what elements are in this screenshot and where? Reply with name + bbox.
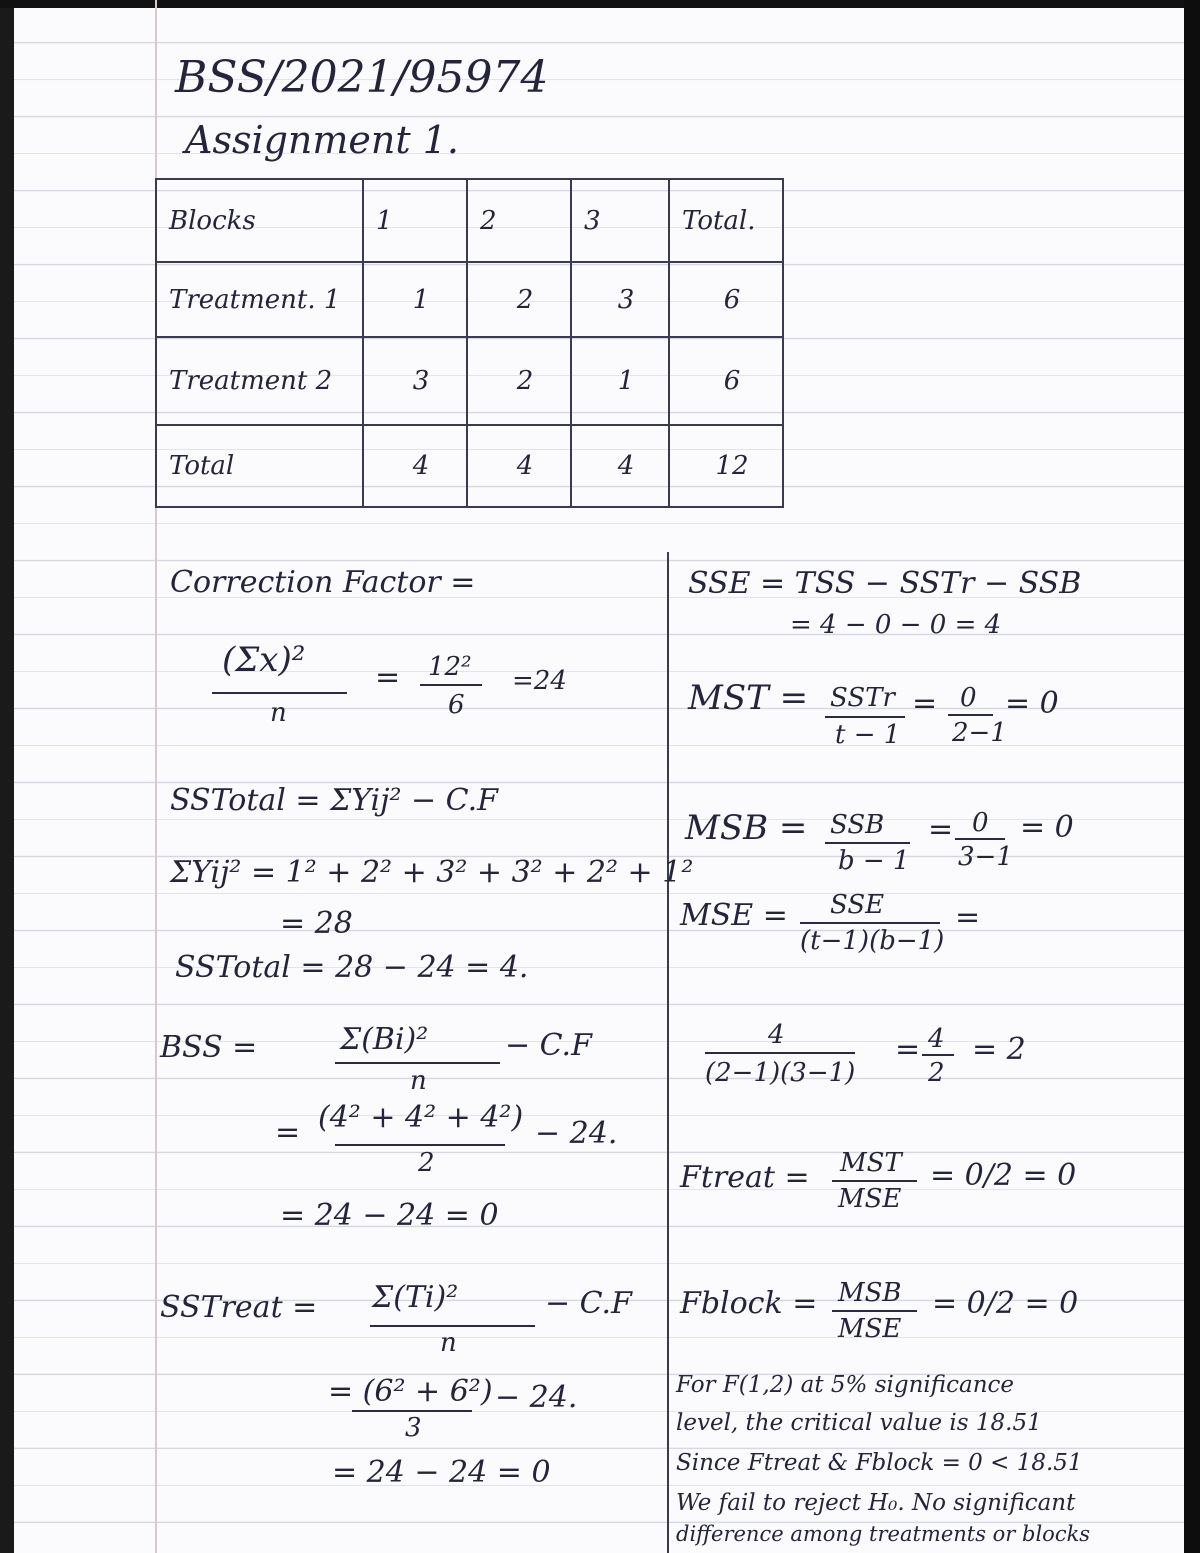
ftreat-denominator: MSE <box>838 1184 902 1214</box>
cf-result: =24 <box>512 666 567 696</box>
cf-fraction-bar <box>212 692 347 694</box>
mse-denominator: (t−1)(b−1) <box>800 926 945 956</box>
fblock-result: = 0/2 = 0 <box>932 1286 1079 1321</box>
assignment-title: Assignment 1. <box>185 118 459 162</box>
mst-equals-2: = <box>912 686 938 721</box>
mst-denominator-2: 2−1 <box>952 718 1007 748</box>
mse-step-numerator: 4 <box>768 1020 785 1050</box>
mse-fraction-bar <box>800 922 940 924</box>
mse-equals: = <box>955 900 981 935</box>
mse-step-denominator: (2−1)(3−1) <box>705 1058 856 1088</box>
msb-numerator-2: 0 <box>972 808 989 838</box>
cf-value-fraction-bar <box>420 684 482 686</box>
table-cell: 3 <box>363 337 467 425</box>
ftreat-label: Ftreat = <box>680 1160 810 1195</box>
sstreat-result: = 24 − 24 = 0 <box>332 1455 551 1490</box>
conclusion-line-1: For F(1,2) at 5% significance <box>676 1372 1015 1398</box>
conclusion-line-4: We fail to reject H₀. No significant <box>676 1490 1076 1516</box>
ftreat-numerator: MST <box>840 1148 902 1178</box>
mse-step-equals: = <box>895 1032 921 1067</box>
mse-step-fraction-bar-2 <box>922 1054 954 1056</box>
table-cell: 1 <box>363 262 467 337</box>
msb-fraction-bar-2 <box>955 838 1005 840</box>
msb-result: = 0 <box>1020 810 1074 845</box>
sum-of-squares-result: = 28 <box>280 906 353 941</box>
cf-equals: = <box>375 660 401 695</box>
table-cell: 1 <box>571 337 669 425</box>
ftreat-result: = 0/2 = 0 <box>930 1158 1077 1193</box>
msb-fraction-bar <box>825 842 910 844</box>
sstreat-step-fraction-bar <box>352 1410 472 1412</box>
table-cell: 4 <box>467 425 571 507</box>
sstreat-label: SSTreat = <box>160 1290 318 1325</box>
fblock-denominator: MSE <box>838 1314 902 1344</box>
mse-numerator: SSE <box>830 890 885 920</box>
bss-label: BSS = <box>160 1030 258 1065</box>
mse-step-numerator-2: 4 <box>928 1024 945 1054</box>
table-header-cell: 2 <box>467 179 571 262</box>
table-row <box>156 425 783 507</box>
table-cell: 12 <box>669 425 783 507</box>
sstotal-definition: SSTotal = ΣYij² − C.F <box>170 783 498 818</box>
fblock-numerator: MSB <box>838 1278 902 1308</box>
sstreat-denominator: n <box>440 1328 457 1358</box>
mst-numerator: SSTr <box>830 683 895 713</box>
scan-left-edge <box>0 0 14 1553</box>
msb-denominator-2: 3−1 <box>958 842 1013 872</box>
conclusion-line-3: Since Ftreat & Fblock = 0 < 18.51 <box>676 1450 1083 1476</box>
table-header-cell: Total. <box>669 179 783 262</box>
rbd-data-table <box>155 178 784 508</box>
table-cell: 4 <box>571 425 669 507</box>
scan-top-edge <box>0 0 1200 8</box>
student-id: BSS/2021/95974 <box>175 52 549 103</box>
mst-denominator: t − 1 <box>835 720 901 750</box>
msb-label: MSB = <box>685 808 808 848</box>
table-cell: Total <box>156 425 363 507</box>
mst-fraction-bar-2 <box>948 714 993 716</box>
bss-denominator: n <box>410 1066 427 1096</box>
table-cell: 4 <box>363 425 467 507</box>
table-header-cell: Blocks <box>156 179 363 262</box>
table-cell: Treatment. 1 <box>156 262 363 337</box>
mst-result: = 0 <box>1005 686 1059 721</box>
msb-numerator: SSB <box>830 810 885 840</box>
conclusion-line-5: difference among treatments or blocks <box>676 1522 1091 1546</box>
table-cell: 6 <box>669 262 783 337</box>
sstreat-cf: − C.F <box>545 1286 632 1321</box>
correction-factor-label: Correction Factor = <box>170 565 476 600</box>
table-header-cell: 3 <box>571 179 669 262</box>
table-header-cell: 1 <box>363 179 467 262</box>
bss-numerator: Σ(Bi)² <box>340 1022 429 1057</box>
msb-denominator: b − 1 <box>838 846 910 876</box>
bss-step-equals: = <box>275 1115 301 1150</box>
bss-result: = 24 − 24 = 0 <box>280 1198 499 1233</box>
sstreat-fraction-bar <box>370 1325 535 1327</box>
sse-definition: SSE = TSS − SSTr − SSB <box>688 566 1082 601</box>
fblock-label: Fblock = <box>680 1286 818 1321</box>
mst-fraction-bar <box>825 716 905 718</box>
table-cell: 2 <box>467 337 571 425</box>
sstreat-step-numerator: = (6² + 6²) <box>328 1374 493 1409</box>
bss-cf: − C.F <box>505 1028 592 1063</box>
msb-equals-2: = <box>928 812 954 847</box>
column-divider <box>667 552 669 1553</box>
mse-step-denominator-2: 2 <box>928 1058 945 1088</box>
sse-calculation: = 4 − 0 − 0 = 4 <box>790 610 1002 640</box>
bss-step-tail: − 24. <box>535 1116 618 1151</box>
mst-label: MST = <box>688 678 809 718</box>
cf-value-denominator: 6 <box>448 690 465 720</box>
sstreat-numerator: Σ(Ti)² <box>372 1280 459 1315</box>
cf-numerator: (Σx)² <box>222 640 306 680</box>
mse-result: = 2 <box>972 1032 1026 1067</box>
bss-step-denominator: 2 <box>418 1148 435 1178</box>
bss-step-fraction-bar <box>335 1144 505 1146</box>
scan-right-edge <box>1184 0 1200 1553</box>
mst-numerator-2: 0 <box>960 683 977 713</box>
table-cell: 6 <box>669 337 783 425</box>
table-cell: 3 <box>571 262 669 337</box>
mse-label: MSE = <box>680 898 788 933</box>
cf-denominator: n <box>270 698 287 728</box>
sstreat-step-tail: − 24. <box>495 1380 578 1415</box>
sum-of-squares-line: ΣYij² = 1² + 2² + 3² + 3² + 2² + 1² <box>170 855 694 890</box>
cf-value-numerator: 12² <box>428 652 472 682</box>
fblock-fraction-bar <box>832 1310 917 1312</box>
bss-step-numerator: (4² + 4² + 4²) <box>318 1100 524 1135</box>
sstreat-step-denominator: 3 <box>405 1413 422 1443</box>
table-row <box>156 337 783 425</box>
table-cell: Treatment 2 <box>156 337 363 425</box>
ftreat-fraction-bar <box>832 1180 917 1182</box>
bss-fraction-bar <box>335 1062 500 1064</box>
conclusion-line-2: level, the critical value is 18.51 <box>676 1410 1042 1436</box>
table-header-row <box>156 179 783 262</box>
table-row <box>156 262 783 337</box>
sstotal-calculation: SSTotal = 28 − 24 = 4. <box>175 950 529 985</box>
mse-step-fraction-bar <box>705 1052 855 1054</box>
table-cell: 2 <box>467 262 571 337</box>
